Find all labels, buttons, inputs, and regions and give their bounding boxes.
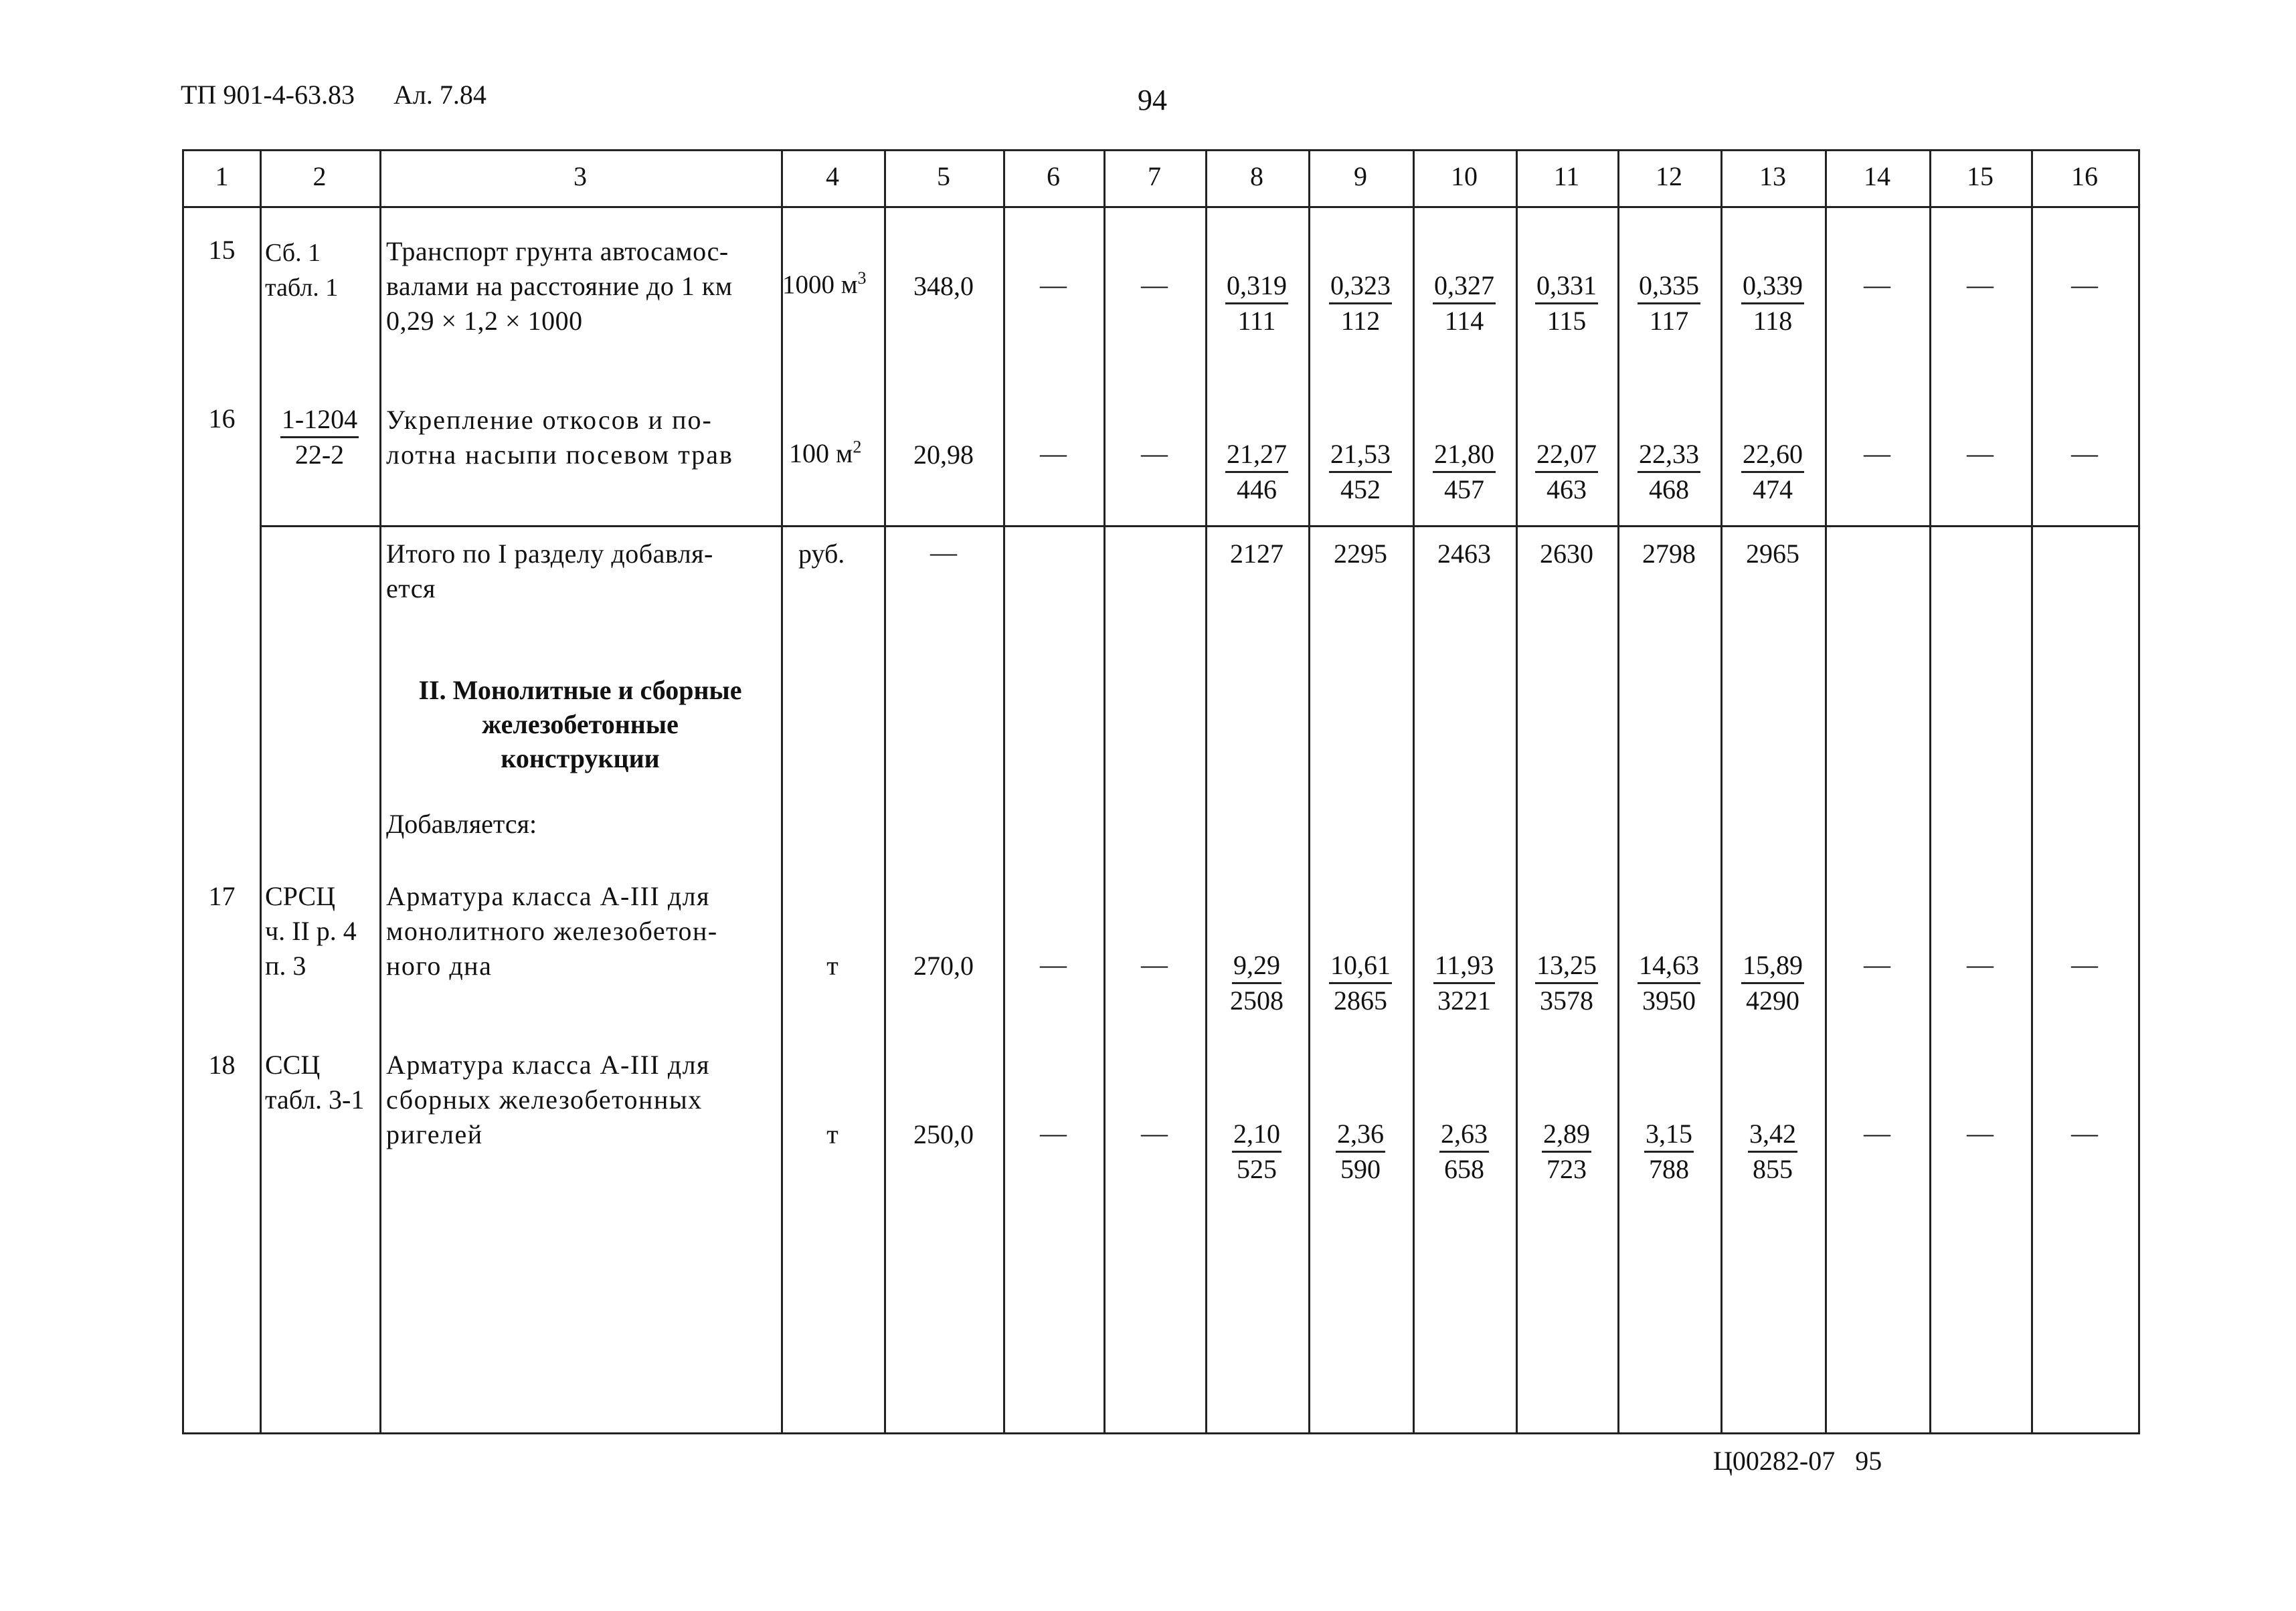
header-row-divider [184, 206, 2138, 208]
total-value: 2463 [1437, 539, 1491, 569]
empty-dash: — [1040, 270, 1067, 300]
empty-dash: — [1864, 438, 1890, 468]
section-title: II. Монолитные и сборные железобетонные конструкции [418, 675, 742, 773]
quantity: 250,0 [913, 1119, 974, 1149]
empty-dash: — [1864, 949, 1890, 979]
total-value: 2295 [1334, 539, 1387, 569]
quantity: 20,98 [913, 440, 974, 470]
column-number: 10 [1451, 161, 1478, 191]
empty-dash: — [1967, 1118, 1994, 1148]
cost-fraction: $\frac{3,42}{855}$ [1749, 1119, 1796, 1184]
empty-dash: — [930, 537, 957, 567]
empty-dash: — [1040, 438, 1067, 468]
total-value: 2630 [1540, 539, 1593, 569]
estimate-table [182, 149, 2140, 1434]
empty-dash: — [1040, 1118, 1067, 1148]
total-value: 2127 [1230, 539, 1284, 569]
empty-dash: — [1967, 270, 1994, 300]
norm-reference: Сб. 1 табл. 1 [265, 239, 339, 302]
column-divider [1825, 151, 1827, 1432]
column-divider [1617, 151, 1619, 1432]
total-value: 2965 [1746, 539, 1799, 569]
column-number: 2 [313, 161, 327, 191]
cost-fraction: $\frac{2,89}{723}$ [1543, 1119, 1590, 1184]
cost-fraction: $\frac{2,10}{525}$ [1233, 1119, 1280, 1184]
column-number: 1 [215, 161, 229, 191]
cost-fraction: $\frac{0,327}{114}$ [1434, 270, 1494, 336]
cost-fraction: $\frac{22,33}{468}$ [1639, 439, 1699, 504]
column-number: 12 [1656, 161, 1682, 191]
column-divider [1720, 151, 1723, 1432]
work-description: Арматура класса А-III для монолитного железобетон- ного дна [386, 881, 718, 981]
cost-fraction: $\frac{0,319}{111}$ [1227, 270, 1287, 336]
column-number: 13 [1759, 161, 1786, 191]
cost-fraction: $\frac{22,60}{474}$ [1743, 439, 1803, 504]
quantity: 348,0 [913, 271, 974, 301]
empty-dash: — [1141, 270, 1168, 300]
cost-fraction: $\frac{2,36}{590}$ [1337, 1119, 1384, 1184]
column-number: 9 [1354, 161, 1367, 191]
column-number: 7 [1148, 161, 1161, 191]
unit-of-measure: 100 $м^2$ [789, 437, 862, 468]
row-number: 16 [208, 403, 236, 434]
empty-dash: — [1040, 949, 1067, 979]
row-number: 18 [208, 1050, 236, 1080]
column-divider [781, 151, 783, 1432]
column-divider [1103, 151, 1106, 1432]
unit-of-measure: т [826, 1119, 838, 1149]
total-value: 2798 [1642, 539, 1696, 569]
cost-fraction: $\frac{0,323}{112}$ [1330, 270, 1391, 336]
cost-fraction: $\frac{15,89}{4290}$ [1743, 950, 1803, 1016]
cost-fraction: $\frac{0,339}{118}$ [1743, 270, 1803, 336]
cost-fraction: $\frac{9,29}{2508}$ [1230, 950, 1284, 1016]
empty-dash: — [2071, 270, 2098, 300]
unit-of-measure: руб. [798, 539, 845, 569]
column-number: 8 [1250, 161, 1263, 191]
column-divider [1205, 151, 1207, 1432]
cost-fraction: $\frac{0,331}{115}$ [1536, 270, 1597, 336]
empty-dash: — [1141, 438, 1168, 468]
quantity: 270,0 [913, 951, 974, 981]
work-description: Транспорт грунта автосамос- валами на расстояние до 1 км 0,29 × 1,2 × 1000 [386, 236, 733, 336]
work-description: Арматура класса А-III для сборных железобетонных ригелей [386, 1050, 711, 1149]
empty-dash: — [1967, 949, 1994, 979]
empty-dash: — [1967, 438, 1994, 468]
cost-fraction: $\frac{13,25}{3578}$ [1536, 950, 1597, 1016]
cost-fraction: $\frac{3,15}{788}$ [1646, 1119, 1692, 1184]
cost-fraction: $\frac{11,93}{3221}$ [1434, 950, 1494, 1016]
column-divider [1003, 151, 1005, 1432]
album-number: Ал. 7.84 [393, 80, 487, 110]
column-number: 3 [573, 161, 587, 191]
column-number: 14 [1864, 161, 1890, 191]
column-number: 6 [1047, 161, 1060, 191]
footer-page: 95 [1855, 1446, 1882, 1476]
row-number: 15 [208, 235, 236, 265]
footer-code: Ц00282-07 [1713, 1446, 1836, 1476]
total-description: Итого по I разделу добавля- ется [386, 539, 713, 603]
column-divider [2031, 151, 2033, 1432]
cost-fraction: $\frac{21,80}{457}$ [1434, 439, 1494, 504]
empty-dash: — [1141, 949, 1168, 979]
document-code: ТП 901-4-63.83 [181, 80, 355, 110]
empty-dash: — [1864, 1118, 1890, 1148]
cost-fraction: $\frac{10,61}{2865}$ [1330, 950, 1391, 1016]
empty-dash: — [2071, 438, 2098, 468]
total-row-divider [260, 525, 2138, 527]
column-divider [884, 151, 886, 1432]
section-subtitle: Добавляется: [386, 809, 537, 839]
work-description: Укрепление откосов и по- лотна насыпи посевом трав [386, 405, 733, 470]
column-divider [1516, 151, 1518, 1432]
empty-dash: — [1864, 270, 1890, 300]
norm-reference: СРСЦ ч. II р. 4 п. 3 [265, 881, 357, 981]
column-divider [260, 151, 262, 1432]
column-number: 15 [1967, 161, 1994, 191]
empty-dash: — [2071, 1118, 2098, 1148]
row-number: 17 [208, 881, 236, 911]
norm-reference: ССЦ табл. 3-1 [265, 1050, 365, 1115]
column-divider [1929, 151, 1931, 1432]
cost-fraction: $\frac{21,53}{452}$ [1330, 439, 1391, 504]
column-number: 16 [2071, 161, 2098, 191]
cost-fraction: $\frac{14,63}{3950}$ [1639, 950, 1699, 1016]
column-number: 4 [826, 161, 839, 191]
column-number: 5 [937, 161, 950, 191]
column-divider [1308, 151, 1310, 1432]
cost-fraction: $\frac{22,07}{463}$ [1536, 439, 1597, 504]
unit-of-measure: т [826, 951, 838, 981]
page-number: 94 [1138, 84, 1167, 116]
column-number: 11 [1553, 161, 1580, 191]
column-divider [379, 151, 381, 1432]
cost-fraction: $\frac{21,27}{446}$ [1227, 439, 1287, 504]
unit-of-measure: 1000 $м^3$ [782, 268, 867, 299]
norm-reference: $\frac{1-1204}{22-2}$ [281, 404, 358, 470]
cost-fraction: $\frac{2,63}{658}$ [1441, 1119, 1488, 1184]
empty-dash: — [2071, 949, 2098, 979]
cost-fraction: $\frac{0,335}{117}$ [1639, 270, 1699, 336]
empty-dash: — [1141, 1118, 1168, 1148]
column-divider [1413, 151, 1415, 1432]
footer [1713, 1445, 1882, 1477]
